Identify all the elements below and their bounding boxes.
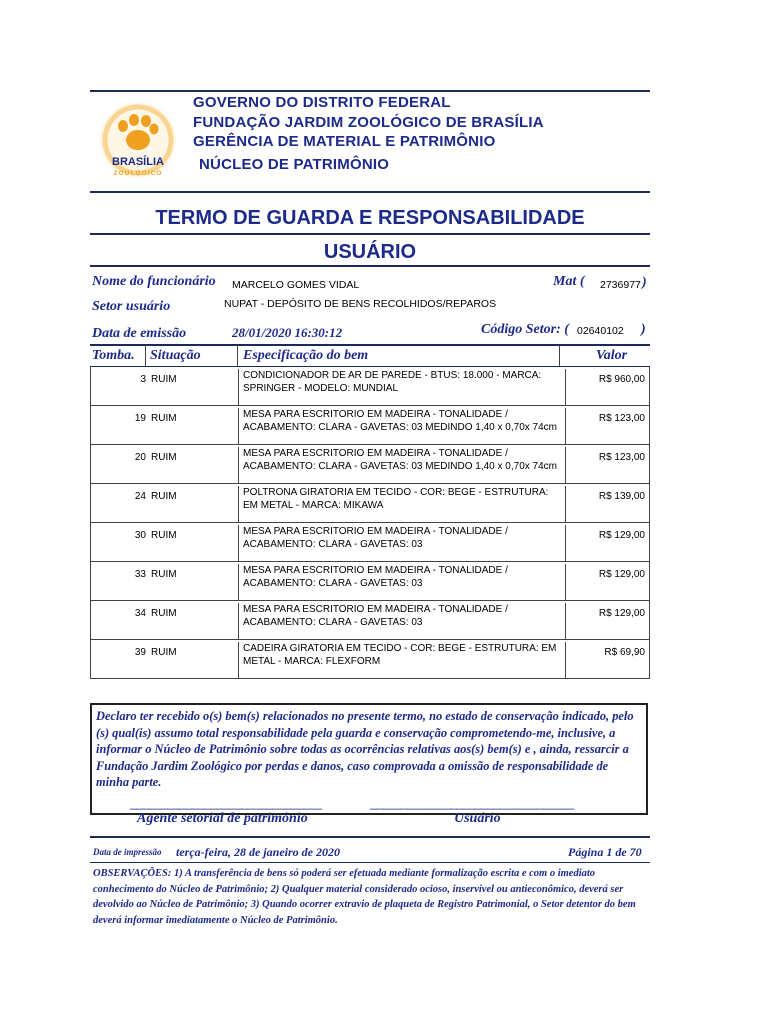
- cell-especificacao: MESA PARA ESCRITORIO EM MADEIRA - TONALIDADE / ACABAMENTO: CLARA - GAVETAS: 03: [238, 603, 566, 639]
- cell-situacao: RUIM: [151, 569, 177, 580]
- subtitle-rule: [90, 265, 650, 267]
- cell-tomba: 39: [134, 647, 146, 658]
- header-bottom-rule: [90, 191, 650, 193]
- setor-label: Setor usuário: [92, 299, 171, 314]
- cell-situacao: RUIM: [151, 452, 177, 463]
- col-header-divider-3: [559, 345, 560, 367]
- mat-value: 2736977: [600, 279, 641, 291]
- cell-especificacao: MESA PARA ESCRITORIO EM MADEIRA - TONALIDADE / ACABAMENTO: CLARA - GAVETAS: 03: [238, 525, 566, 561]
- cell-especificacao: MESA PARA ESCRITORIO EM MADEIRA - TONALIDADE / ACABAMENTO: CLARA - GAVETAS: 03 MEDINDO 1,40 x 0,70x 74cm: [238, 408, 566, 444]
- cell-situacao: RUIM: [151, 413, 177, 424]
- document-title: TERMO DE GUARDA E RESPONSABILIDADE: [155, 207, 585, 229]
- cell-tomba: 3: [140, 374, 146, 385]
- title-rule: [90, 233, 650, 235]
- observations-text: OBSERVAÇÕES: 1) A transferência de bens só poderá ser efetuada mediante formalização escrita e com o imediato conhecimento do Núcleo de Patrimônio; 2) Qualquer material considerado ocioso, inservivel ou antieconômico, deverá ser devolvido ao Núcleo de Patrimônio; 3) Quando ocorrer extravio de plaqueta de Registro Patrimonial, o Setor detentor do bem deverá informar imediatamente o Núcleo de Patrimônio.: [93, 868, 636, 926]
- cell-valor: R$ 129,00: [598, 608, 645, 619]
- col-header-especificacao: Especificação do bem: [243, 348, 369, 363]
- data-emissao-value: 28/01/2020 16:30:12: [232, 325, 343, 340]
- cell-situacao: RUIM: [151, 374, 177, 385]
- cell-valor: R$ 129,00: [598, 569, 645, 580]
- col-header-divider-1: [145, 345, 146, 367]
- footer-bottom-rule: [90, 862, 650, 863]
- table-header-top-rule: [90, 344, 650, 346]
- logo-text-brasilia: BRASÍLIA: [112, 156, 164, 168]
- col-header-valor: Valor: [596, 348, 628, 363]
- codigo-setor-label: Código Setor: (: [481, 322, 569, 337]
- cell-tomba: 24: [134, 491, 146, 502]
- cell-tomba: 19: [134, 413, 146, 424]
- user-signature-line: _________________________________: [370, 796, 574, 810]
- footer-top-rule: [90, 836, 650, 838]
- codigo-setor-value: 02640102: [577, 325, 624, 337]
- cell-tomba: 20: [134, 452, 146, 463]
- print-date-label: Data de impressão: [93, 847, 162, 857]
- cell-valor: R$ 960,00: [598, 374, 645, 385]
- table-row: [90, 562, 650, 601]
- header-top-rule: [90, 90, 650, 92]
- header-line-nucleo: NÚCLEO DE PATRIMÔNIO: [199, 156, 390, 173]
- cell-valor: R$ 129,00: [598, 530, 645, 541]
- col-header-tomba: Tomba.: [92, 348, 135, 363]
- document-subtitle: USUÁRIO: [323, 241, 417, 263]
- header-line-fundacao: FUNDAÇÃO JARDIM ZOOLÓGICO DE BRASÍLIA: [193, 114, 544, 131]
- cell-situacao: RUIM: [151, 491, 177, 502]
- mat-label: Mat (: [553, 274, 585, 289]
- mat-close: ): [642, 275, 647, 290]
- table-row: [90, 406, 650, 445]
- cell-especificacao: MESA PARA ESCRITORIO EM MADEIRA - TONALIDADE / ACABAMENTO: CLARA - GAVETAS: 03 MEDINDO 1,40 x 0,70x 74cm: [238, 447, 566, 483]
- logo-text-zoologico: ZOOLÓGICO: [113, 170, 163, 177]
- nome-label: Nome do funcionário: [92, 274, 216, 289]
- cell-especificacao: CONDICIONADOR DE AR DE PAREDE - BTUS: 18.000 - MARCA: SPRINGER - MODELO: MUNDIAL: [238, 369, 566, 405]
- cell-valor: R$ 123,00: [598, 452, 645, 463]
- setor-value: NUPAT - DEPÓSITO DE BENS RECOLHIDOS/REPAROS: [224, 298, 497, 310]
- table-row: [90, 445, 650, 484]
- cell-situacao: RUIM: [151, 608, 177, 619]
- cell-situacao: RUIM: [151, 647, 177, 658]
- cell-valor: R$ 69,90: [604, 647, 645, 658]
- col-header-situacao: Situação: [150, 348, 201, 363]
- cell-situacao: RUIM: [151, 530, 177, 541]
- cell-especificacao: CADEIRA GIRATORIA EM TECIDO - COR: BEGE - ESTRUTURA: EM METAL - MARCA: FLEXFORM: [238, 642, 566, 678]
- table-row: [90, 367, 650, 406]
- header-line-gerencia: GERÊNCIA DE MATERIAL E PATRIMÔNIO: [193, 133, 496, 150]
- table-row: [90, 640, 650, 679]
- cell-especificacao: MESA PARA ESCRITORIO EM MADEIRA - TONALIDADE / ACABAMENTO: CLARA - GAVETAS: 03: [238, 564, 566, 600]
- table-row: [90, 523, 650, 562]
- data-emissao-label: Data de emissão: [92, 326, 187, 341]
- agent-signature-label: Agente setorial de patrimônio: [137, 811, 308, 826]
- cell-tomba: 30: [134, 530, 146, 541]
- user-signature-label: Usuário: [454, 811, 501, 826]
- declaration-text: Declaro ter recebido o(s) bem(s) relacionados no presente termo, no estado de conservação indicado, pelo (s) qual(is) assumo total responsabilidade pela guarda e conservação comprometendo-me, inclusive, a informar o Núcleo de Patrimônio sobre todas as ocorrências relativas aos(s) bem(s) e , ainda, ressarcir a Fundação Jardim Zoológico por perdas e danos, caso comprovada a omissão de responsabilidade de minha parte.: [90, 703, 648, 815]
- col-header-divider-2: [237, 345, 238, 367]
- cell-valor: R$ 123,00: [598, 413, 645, 424]
- codigo-setor-close: ): [641, 322, 646, 337]
- cell-tomba: 33: [134, 569, 146, 580]
- table-row: [90, 484, 650, 523]
- print-date-value: terça-feira, 28 de janeiro de 2020: [176, 845, 340, 859]
- cell-valor: R$ 139,00: [598, 491, 645, 502]
- assets-table-body: [90, 367, 650, 679]
- cell-especificacao: POLTRONA GIRATORIA EM TECIDO - COR: BEGE - ESTRUTURA: EM METAL - MARCA: MIKAWA: [238, 486, 566, 522]
- paw-icon: [90, 96, 186, 192]
- agent-signature-line: _______________________________: [130, 796, 322, 810]
- brasilia-zoologico-logo: [90, 96, 186, 192]
- table-row: [90, 601, 650, 640]
- page-number: Página 1 de 70: [568, 845, 642, 859]
- cell-tomba: 34: [134, 608, 146, 619]
- nome-value: MARCELO GOMES VIDAL: [232, 279, 360, 291]
- header-line-governo: GOVERNO DO DISTRITO FEDERAL: [193, 94, 451, 111]
